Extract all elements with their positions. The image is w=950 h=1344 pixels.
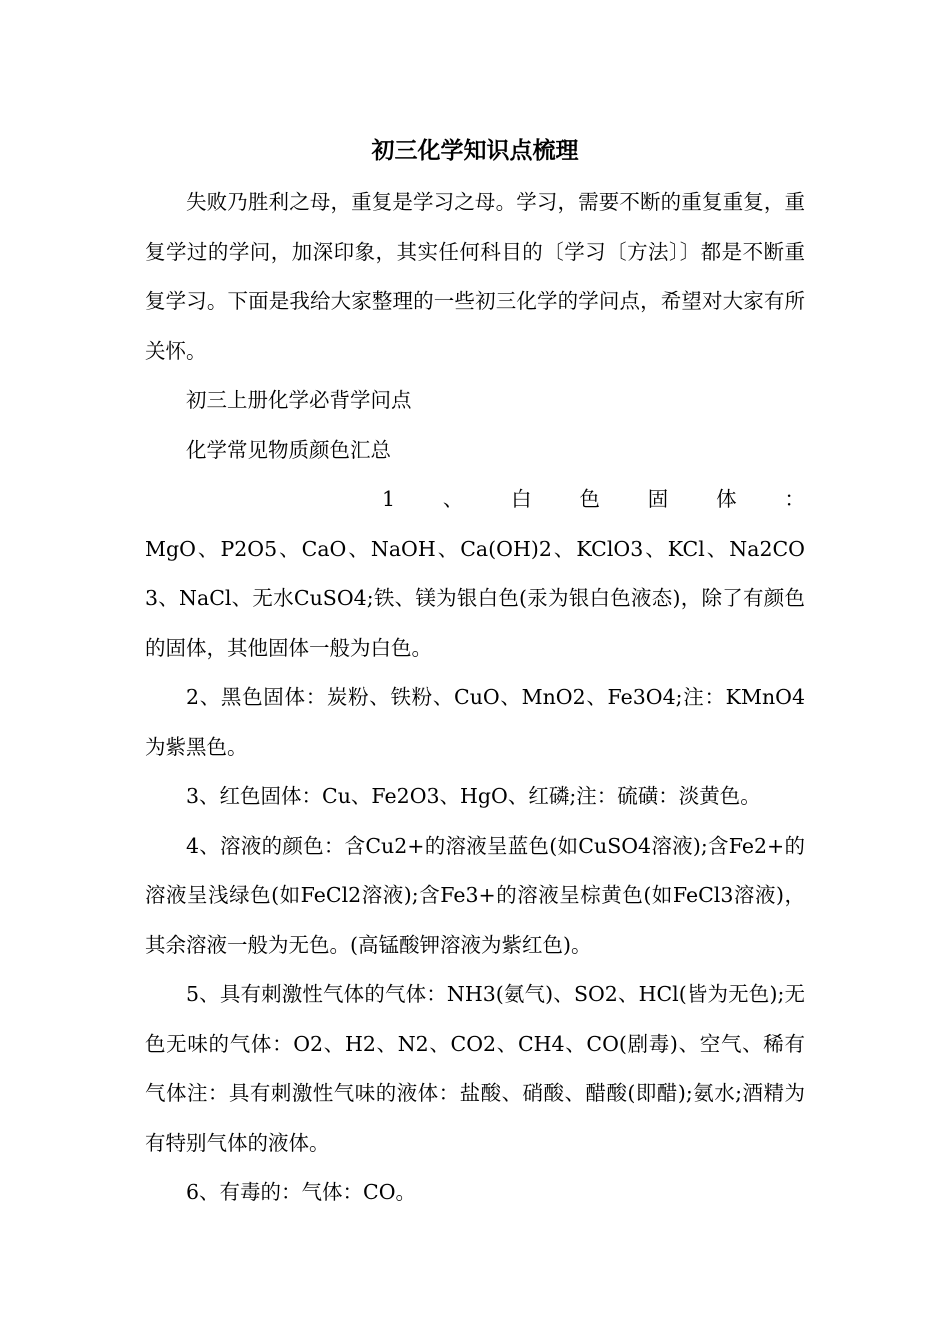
- list-item-5: 5、具有刺激性气体的气体：NH3(氨气)、SO2、HCl(皆为无色);无色无味的气体：O2、H2、N2、CO2、CH4、CO(剧毒)、空气、稀有气体注：具有刺激性气味的液体：盐酸、硝酸、醋酸(即醋);氨水;酒精为有特别气体的液体。: [145, 982, 805, 1155]
- item-1-body: MgO、P2O5、CaO、NaOH、Ca(OH)2、KClO3、KCl、Na2CO3、NaCl、无水CuSO4;铁、镁为银白色(汞为银白色液态)，除了有颜色的固体，其他固体一般为白色。: [145, 536, 805, 660]
- subsection-heading: 化学常见物质颜色汇总: [186, 437, 391, 462]
- item-1-heading-char: 色: [579, 487, 600, 511]
- item-1-heading-char: 、: [442, 487, 464, 511]
- list-item-2: 2、黑色固体：炭粉、铁粉、CuO、MnO2、Fe3O4;注：KMnO4为紫黑色。: [145, 685, 805, 759]
- intro-paragraph: 失败乃胜利之母，重复是学习之母。学习，需要不断的重复重复，重复学过的学问，加深印象，其实任何科目的〔学习〔方法〕〕都是不断重复学习。下面是我给大家整理的一些初三化学的学问点，希望对大家有所关怀。: [145, 190, 805, 363]
- list-item-3: 3、红色固体：Cu、Fe2O3、HgO、红磷;注：硫磺：淡黄色。: [186, 784, 761, 808]
- item-1-heading-char: ：: [784, 487, 805, 511]
- document-title: 初三化学知识点梳理: [371, 137, 579, 164]
- item-1-heading-char: 1: [382, 487, 396, 511]
- item-1-heading-char: 固: [647, 487, 669, 511]
- item-1-heading-char: 体: [716, 487, 737, 511]
- list-item-6: 6、有毒的：气体：CO。: [186, 1180, 417, 1204]
- item-1-heading: [145, 475, 805, 525]
- document-body: [145, 178, 805, 1218]
- section-heading: 初三上册化学必背学问点: [186, 388, 412, 412]
- list-item-4: 4、溶液的颜色：含Cu2+的溶液呈蓝色(如CuSO4溶液);含Fe2+的溶液呈浅绿色(如FeCl2溶液);含Fe3+的溶液呈棕黄色(如FeCl3溶液)，其余溶液一般为无色。(高锰酸钾溶液为紫红色)。: [145, 833, 805, 957]
- item-1-heading-char: 白: [511, 487, 532, 511]
